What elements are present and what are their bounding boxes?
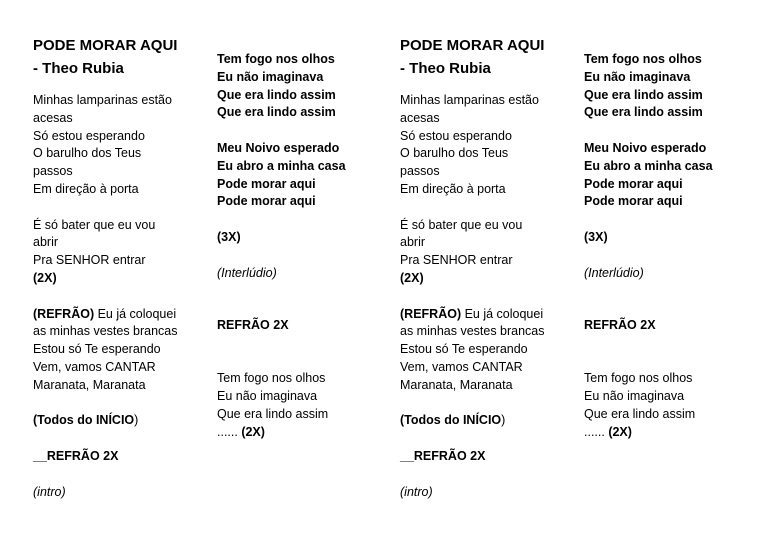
lyric-line: Maranata, Maranata [33,377,146,392]
lyric-line: Meu Noivo esperado [217,140,340,155]
lyric-line: Eu não imaginava [584,69,691,84]
chorus-repeat-block [217,317,367,335]
verse-3 [584,51,734,122]
instruction-text: (Todos do INÍCIO [400,413,502,428]
repeat-marker: (2X) [608,424,632,439]
lyric-line [400,306,560,324]
lyric-line: Pra SENHOR entrar [400,253,513,268]
chorus-repeat: __REFRÃO 2X [33,448,119,463]
lyric-line: Tem fogo nos olhos [584,52,702,66]
instruction-intro [33,484,193,502]
verse-3 [217,51,367,122]
lyric-line: O barulho dos Teus [400,146,509,161]
title-line-1: PODE MORAR AQUI [33,37,178,54]
lyric-text: Eu já coloquei [461,306,544,321]
lyric-line: passos [400,164,440,179]
lyric-line: Que era lindo assim [584,87,703,102]
lyric-line: acesas [400,110,440,125]
lyric-line: Que era lindo assim [584,105,703,120]
repeat-3x [217,229,367,247]
lyric-line: Eu não imaginava [217,388,318,403]
verse-2 [33,217,193,288]
lyric-line: Só estou esperando [400,128,512,143]
repeat-marker: (3X) [584,229,608,244]
lyric-line: Vem, vamos CANTAR [33,359,156,374]
lyric-line: Meu Noivo esperado [584,140,707,155]
chorus-tag: (REFRÃO) [400,306,462,321]
lyric-line: Tem fogo nos olhos [584,371,693,386]
title-line-2: - Theo Rubia [400,60,491,77]
chorus-repeat-block [584,317,734,335]
lyric-line: Eu abro a minha casa [584,158,713,173]
repeat-marker: (2X) [241,424,265,439]
lyric-line: Minhas lamparinas estão [33,93,172,107]
lyric-line: Estou só Te esperando [400,342,528,357]
lyrics-column-right-2 [584,51,734,459]
lyric-line [33,306,193,324]
verse-2 [400,217,560,288]
interlude [584,265,734,283]
instruction-text: ) [134,413,139,428]
lyric-line: Estou só Te esperando [33,342,161,357]
verse-1 [400,92,560,199]
interlude-marker: (Interlúdio) [217,265,277,280]
song-title [33,34,193,80]
interlude [217,265,367,283]
lyric-line: Pode morar aqui [217,176,316,191]
lyric-line: Em direção à porta [400,181,506,196]
lyric-line: O barulho dos Teus [33,146,142,161]
verse-4 [584,140,734,211]
lyric-line: Minhas lamparinas estão [400,93,539,107]
lyrics-column-left-2 [400,34,560,519]
instruction-refrao [400,448,560,466]
instruction-todos [400,412,560,430]
instruction-text: ) [501,413,506,428]
lyric-line: Em direção à porta [33,181,139,196]
lyric-line: Tem fogo nos olhos [217,371,326,386]
verse-4 [217,140,367,211]
lyric-line: Que era lindo assim [584,406,696,421]
lyric-line: Só estou esperando [33,128,145,143]
lyric-line: as minhas vestes brancas [33,324,178,339]
lyric-line: Pra SENHOR entrar [33,253,146,268]
lyric-text: ...... [584,424,609,439]
repeat-marker: (3X) [217,229,241,244]
interlude-marker: (Interlúdio) [584,265,644,280]
intro-marker: (intro) [400,484,433,499]
lyric-line: Eu não imaginava [217,69,324,84]
lyric-line: abrir [33,235,59,250]
repeat-marker: (2X) [400,270,424,285]
lyric-line: abrir [400,235,426,250]
lyric-line: Que era lindo assim [217,406,329,421]
verse-5 [584,370,734,441]
lyric-line: Eu abro a minha casa [217,158,346,173]
lyrics-column-left-1 [33,34,193,519]
title-line-1: PODE MORAR AQUI [400,37,545,54]
song-title [400,34,560,80]
chorus-tag: (REFRÃO) [33,306,95,321]
instruction-refrao [33,448,193,466]
verse-1 [33,92,193,199]
repeat-marker: (2X) [33,270,57,285]
instruction-intro [400,484,560,502]
lyric-line: passos [33,164,73,179]
lyric-line: as minhas vestes brancas [400,324,545,339]
lyric-line: Eu não imaginava [584,388,685,403]
instruction-text: (Todos do INÍCIO [33,413,135,428]
lyric-line: Que era lindo assim [217,105,336,120]
lyric-line: acesas [33,110,73,125]
repeat-3x [584,229,734,247]
chorus-repeat: REFRÃO 2X [217,318,289,333]
lyric-line: Vem, vamos CANTAR [400,359,523,374]
lyric-line: Maranata, Maranata [400,377,513,392]
chorus-repeat: __REFRÃO 2X [400,448,486,463]
chorus [400,306,560,395]
lyric-text: Eu já coloquei [94,306,177,321]
lyric-line: Tem fogo nos olhos [217,52,335,66]
lyric-line: É só bater que eu vou [33,217,156,232]
lyric-line: Pode morar aqui [217,194,316,209]
lyric-line: É só bater que eu vou [400,217,523,232]
intro-marker: (intro) [33,484,66,499]
lyric-line: Pode morar aqui [584,176,683,191]
instruction-todos [33,412,193,430]
lyric-line: Pode morar aqui [584,194,683,209]
chorus [33,306,193,395]
title-line-2: - Theo Rubia [33,60,124,77]
lyrics-column-right-1 [217,51,367,459]
chorus-repeat: REFRÃO 2X [584,318,656,333]
verse-5 [217,370,367,441]
lyric-line: Que era lindo assim [217,87,336,102]
lyric-text: ...... [217,424,242,439]
